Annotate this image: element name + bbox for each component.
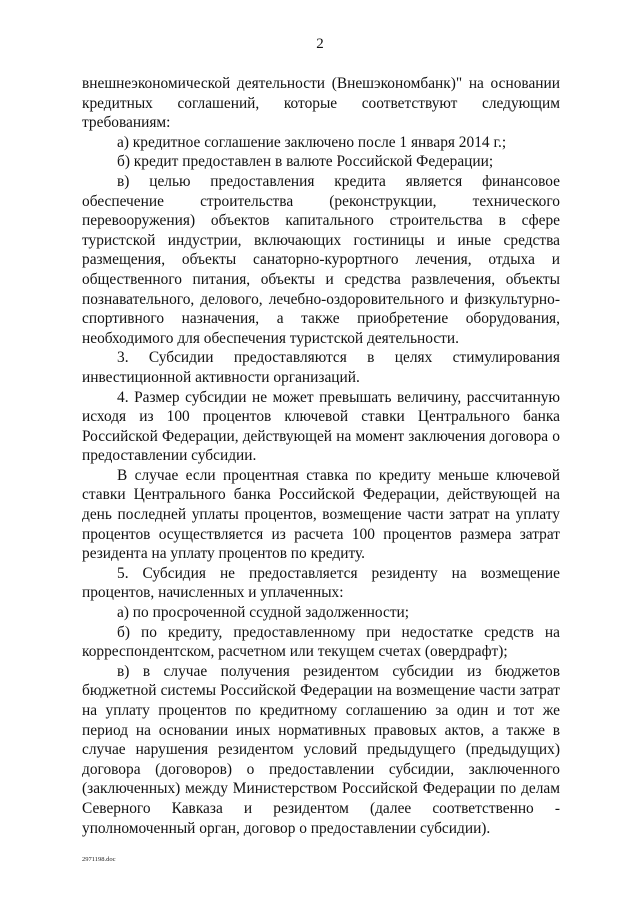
paragraph-exclusion-b: б) по кредиту, предоставленному при недостатке средств на корреспондентском, расчетном или текущем счетах (овердрафт);	[82, 623, 560, 661]
paragraph-exclusion-v: в) в случае получения резидентом субсидии из бюджетов бюджетной системы Российской Федерации на возмещение части затрат на уплату процентов по кредитному соглашению за один и тот же период на основании иных нормативных правовых актов, а также в случае нарушения резидентом условий предыдущего (предыдущих) договора (договоров) о предоставлении субсидии, заключенного (заключенных) между Министерством Российской Федерации по делам Северного Кавказа и резидентом (далее соответственно - уполномоченный орган, договор о предоставлении субсидии).	[82, 662, 560, 837]
page-number: 2	[316, 36, 324, 52]
paragraph-rate-case: В случае если процентная ставка по кредиту меньше ключевой ставки Центрального банка Российской Федерации, действующей на день последней уплаты процентов, возмещение части затрат на уплату процентов осуществляется из расчета 100 процентов размера затрат резидента на уплату процентов по кредиту.	[82, 466, 560, 563]
paragraph-continuation: внешнеэкономической деятельности (Внешэкономбанк)" на основании кредитных соглашений, которые соответствуют следующим требованиям:	[82, 75, 560, 132]
paragraph-item-3: 3. Субсидии предоставляются в целях стимулирования инвестиционной активности организаций.	[82, 349, 560, 386]
paragraph-condition-b: б) кредит предоставлен в валюте Российской Федерации;	[117, 153, 494, 171]
paragraph-item-4: 4. Размер субсидии не может превышать величину, рассчитанную исходя из 100 процентов ключевой ставки Центрального банка Российской Федерации, действующей на момент заключения договора о предоставлении субсидии.	[82, 388, 560, 465]
paragraph-condition-v: в) целью предоставления кредита является финансовое обеспечение строительства (реконструкции, технического перевооружения) объектов капитального строительства в сфере туристской индустрии, включающих гостиницы и иные средства размещения, объекты санаторно-курортного лечения, отдыха и общественного питания, объекты и средства развлечения, объекты познавательного, делового, лечебно-оздоровительного и физкультурно-спортивного назначения, а также приобретение оборудования, необходимого для обеспечения туристской деятельности.	[82, 172, 560, 347]
document-body	[82, 74, 560, 838]
paragraph-exclusion-a: а) по просроченной ссудной задолженности;	[117, 604, 410, 622]
paragraph-item-5: 5. Субсидия не предоставляется резиденту на возмещение процентов, начисленных и уплаченных:	[82, 564, 560, 602]
file-name-footer: 2971198.doc	[82, 856, 116, 863]
paragraph-condition-a: а) кредитное соглашение заключено после 1 января 2014 г.;	[117, 133, 507, 151]
